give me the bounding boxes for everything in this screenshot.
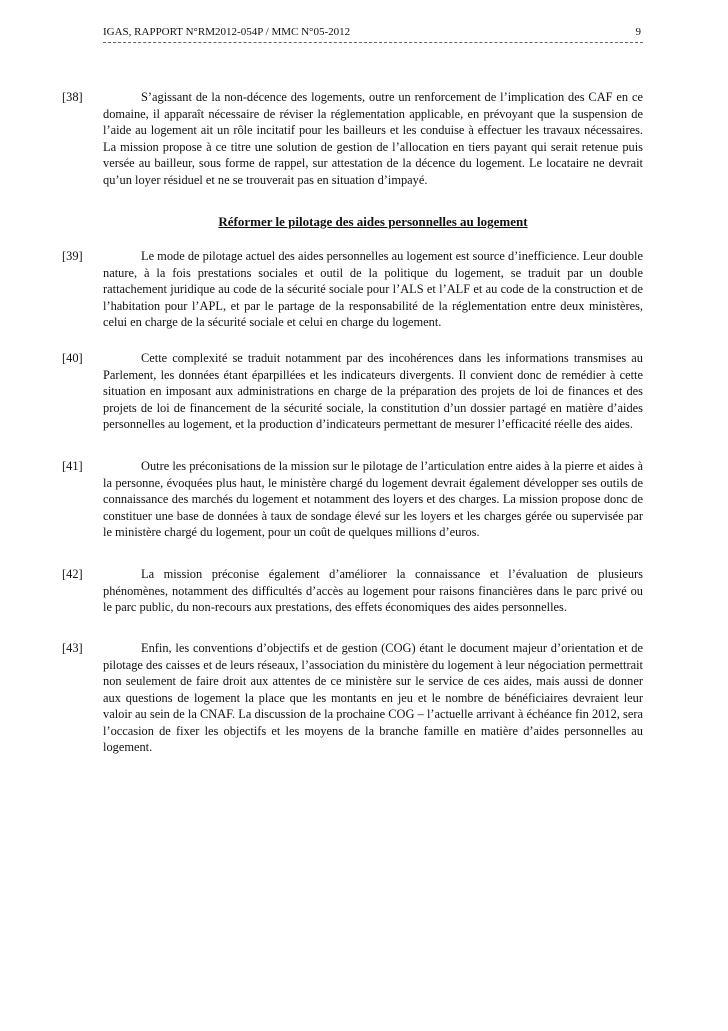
page-number: 9: [635, 26, 641, 38]
report-reference: IGAS, RAPPORT N°RM2012-054P / MMC N°05-2012: [103, 26, 351, 38]
paragraph-text: Le mode de pilotage actuel des aides personnelles au logement est source d’inefficience. Leur double nature, à la fois prestations sociales et outil de la politique du logement, se traduit par un double rattachement juridique au code de la sécurité sociale pour l’ALS et l’ALF et au code de la construction et de l’habitation pour l’APL, et par le partage de la responsabilité de la réglementation entre deux ministères, celui en charge de la sécurité sociale et celui en charge du logement.: [103, 249, 643, 329]
paragraph-number: [40]: [62, 351, 83, 365]
paragraph-number: [43]: [62, 641, 83, 655]
paragraph-text: La mission préconise également d’améliorer la connaissance et l’évaluation de plusieurs phénomènes, notamment des difficultés d’accès au logement pour raisons financières dans le parc privé ou le parc public, du non-recours aux prestations, des effets économiques des aides personnelles.: [103, 567, 643, 614]
paragraph-text: Enfin, les conventions d’objectifs et de gestion (COG) étant le document majeur d’orientation et de pilotage des caisses et de leurs réseaux, l’association du ministère du logement à leur négociation permettrait non seulement de faire droit aux attentes de ce ministère sur le service de ces aides, mais aussi de donner aux questions de logement la place que les montants en jeu et le nombre de bénéficiaires devraient leur valoir au sein de la CNAF. La discussion de la prochaine COG – l’actuelle arrivant à échéance fin 2012, sera l’occasion de fixer les objectifs et les moyens de la branche famille en matière d’aides personnelles au logement.: [103, 641, 643, 754]
paragraph-number: [39]: [62, 249, 83, 263]
paragraph-text: Cette complexité se traduit notamment par des incohérences dans les informations transmises au Parlement, les données étant éparpillées et les indicateurs divergents. Il convient donc de remédier à cette situation en imposant aux administrations en charge de la préparation des projets de loi de finances et des projets de loi de financement de la sécurité sociale, la constitution d’un dossier partagé en matière d’aides personnelles au logement, et la production d’indicateurs permettant de mesurer l’efficacité réelle des aides.: [103, 351, 643, 431]
paragraph-number: [38]: [62, 90, 83, 104]
section-heading: Réformer le pilotage des aides personnelles au logement: [218, 214, 528, 229]
page-header: [103, 24, 643, 43]
paragraph-text: S’agissant de la non-décence des logements, outre un renforcement de l’implication des CAF en ce domaine, il apparaît nécessaire de réviser la réglementation applicable, en prévoyant que la suspension de l’aide au logement ait un rôle incitatif pour les bailleurs et les conduise à effectuer les travaux nécessaires. La mission propose à ce titre une solution de gestion de l’allocation en tiers payant qui serait retenue puis versée au bailleur, sous forme de rappel, sur attestation de la décence du logement. Le locataire ne devrait qu’un loyer résiduel et ne se trouverait pas en situation d’impayé.: [103, 90, 643, 187]
paragraph-text: Outre les préconisations de la mission sur le pilotage de l’articulation entre aides à la pierre et aides à la personne, évoquées plus haut, le ministère chargé du logement devrait également développer ses outils de connaissance des marchés du logement et notamment des loyers et des charges. La mission propose donc de constituer une base de données à taux de sondage élevé sur les loyers et les charges gérée ou supervisée par le ministère chargé du logement, pour un coût de quelques millions d’euros.: [103, 459, 643, 539]
paragraph-number: [41]: [62, 459, 83, 473]
paragraph-number: [42]: [62, 567, 83, 581]
